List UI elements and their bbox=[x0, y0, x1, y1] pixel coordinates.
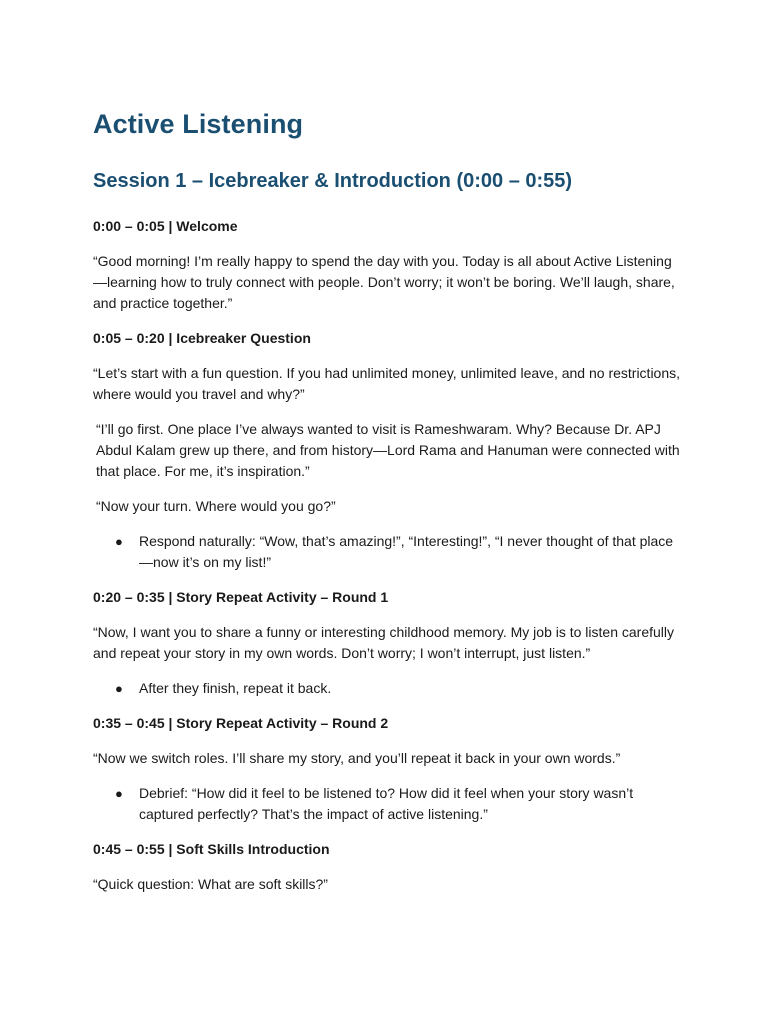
round1-text: “Now, I want you to share a funny or interesting childhood memory. My job is to listen carefully and repeat your story in my own words. Don’t worry; I won’t interrupt, just listen.” bbox=[93, 624, 675, 661]
list-item bbox=[93, 783, 683, 825]
session-title: Session 1 – Icebreaker & Introduction (0:00 – 0:55) bbox=[93, 170, 573, 192]
icebreaker-question: “Let’s start with a fun question. If you had unlimited money, unlimited leave, and no restrictions, where would you travel and why?” bbox=[93, 365, 681, 402]
round1-list bbox=[93, 678, 683, 699]
bullet-icon: ● bbox=[115, 681, 123, 696]
round2-text: “Now we switch roles. I’ll share my story, and you’ll repeat it back in your own words.” bbox=[93, 750, 621, 766]
round2-heading: 0:35 – 0:45 | Story Repeat Activity – Round 2 bbox=[93, 715, 389, 731]
round1-heading: 0:20 – 0:35 | Story Repeat Activity – Round 1 bbox=[93, 589, 389, 605]
list-item bbox=[93, 531, 683, 573]
list-item-text: Respond naturally: “Wow, that’s amazing!”, “Interesting!”, “I never thought of that place—now it’s on my list!” bbox=[139, 533, 674, 570]
icebreaker-list bbox=[93, 531, 683, 573]
soft-skills-text: “Quick question: What are soft skills?” bbox=[93, 876, 328, 892]
document-body bbox=[93, 216, 683, 909]
document-title: Active Listening bbox=[93, 109, 304, 139]
bullet-icon: ● bbox=[115, 786, 123, 801]
list-item-text: After they finish, repeat it back. bbox=[139, 680, 332, 696]
soft-skills-heading: 0:45 – 0:55 | Soft Skills Introduction bbox=[93, 841, 330, 857]
welcome-text: “Good morning! I’m really happy to spend the day with you. Today is all about Active Listening—learning how to truly connect with people. Don’t worry; it won’t be boring. We’ll laugh, share, and practice together.” bbox=[93, 253, 675, 311]
icebreaker-prompt: “Now your turn. Where would you go?” bbox=[96, 498, 336, 514]
list-item-text: Debrief: “How did it feel to be listened to? How did it feel when your story wasn’t captured perfectly? That’s the impact of active listening.” bbox=[139, 785, 634, 822]
welcome-heading: 0:00 – 0:05 | Welcome bbox=[93, 218, 238, 234]
icebreaker-example: “I’ll go first. One place I’ve always wanted to visit is Rameshwaram. Why? Because Dr. APJ Abdul Kalam grew up there, and from history—Lord Rama and Hanuman were connected with that place. For me, it’s inspiration.” bbox=[96, 421, 680, 479]
icebreaker-heading: 0:05 – 0:20 | Icebreaker Question bbox=[93, 330, 311, 346]
bullet-icon: ● bbox=[115, 534, 123, 549]
round2-list bbox=[93, 783, 683, 825]
list-item bbox=[93, 678, 683, 699]
